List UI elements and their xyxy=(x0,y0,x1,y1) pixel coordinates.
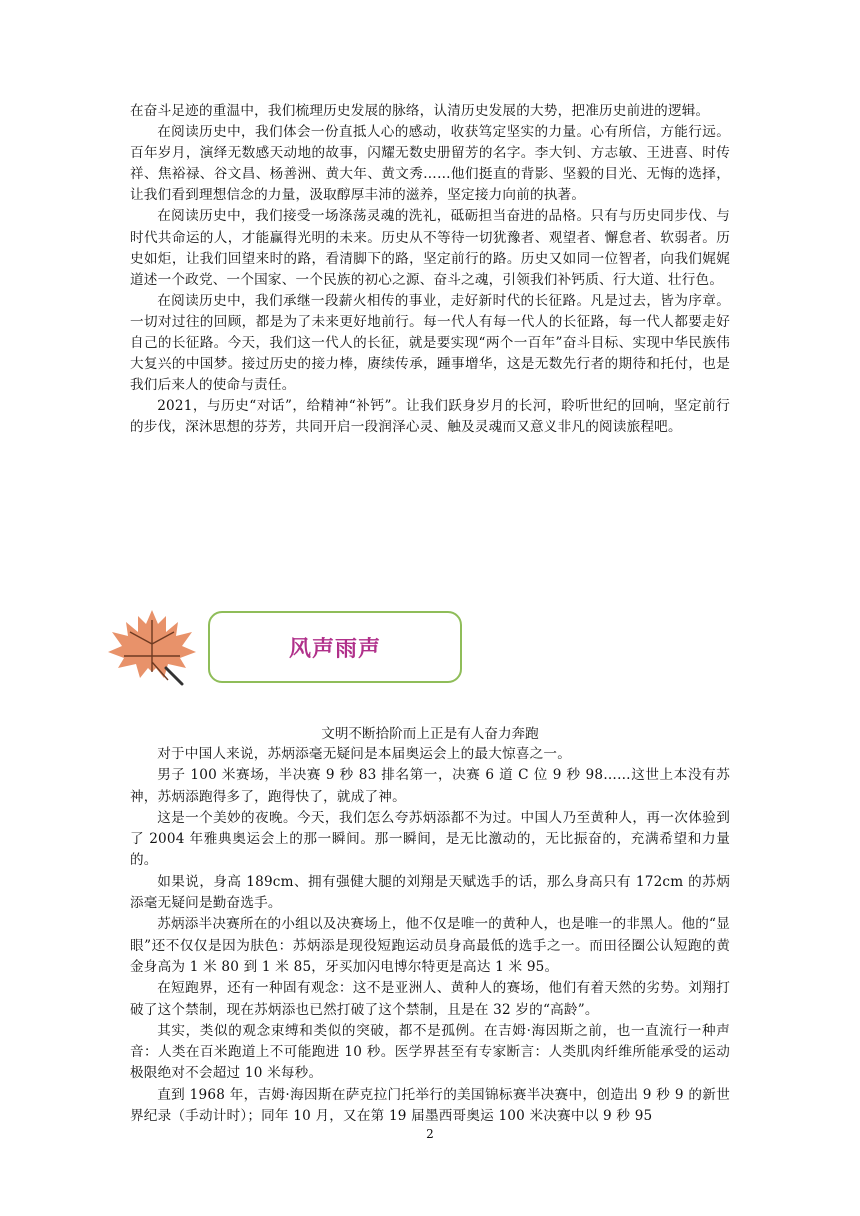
section-banner xyxy=(106,606,466,686)
paragraph: 男子 100 米赛场，半决赛 9 秒 83 排名第一，决赛 6 道 C 位 9 秒 98……这世上本没有苏神，苏炳添跑得多了，跑得快了，就成了神。 xyxy=(130,767,730,805)
paragraph: 在短跑界，还有一种固有观念：这不是亚洲人、黄种人的赛场，他们有着天然的劣势。刘翔打破了这个禁制，现在苏炳添也已然打破了这个禁制，且是在 32 岁的“高龄”。 xyxy=(130,980,730,1018)
paragraph: 其实，类似的观念束缚和类似的突破，都不是孤例。在吉姆·海因斯之前，也一直流行一种声音：人类在百米跑道上不可能跑进 10 秒。医学界甚至有专家断言：人类肌肉纤维所能承受的运动极限绝对不会超过 10 米每秒。 xyxy=(130,1022,730,1082)
paragraph: 如果说，身高 189cm、拥有强健大腿的刘翔是天赋选手的话，那么身高只有 172cm 的苏炳添毫无疑问是勤奋选手。 xyxy=(130,873,730,912)
section-title-box xyxy=(208,611,462,683)
page-number: 2 xyxy=(426,1127,434,1141)
paragraph: 在阅读历史中，我们体会一份直抵人心的感动，收获笃定坚实的力量。心有所信，方能行远。百年岁月，演绎无数感天动地的故事，闪耀无数史册留芳的名字。李大钊、方志敏、王进喜、时传祥、焦裕禄、谷文昌、杨善洲、黄大年、黄文秀……他们挺直的背影、坚毅的目光、无悔的选择，让我们看到理想信念的力量，汲取醇厚丰沛的滋养，坚定接力向前的执著。 xyxy=(130,124,730,204)
paragraph: 直到 1968 年，吉姆·海因斯在萨克拉门托举行的美国锦标赛半决赛中，创造出 9 秒 9 的新世界纪录（手动计时）；同年 10 月，又在第 19 届墨西哥奥运 100 米决赛中以 9 秒 95 xyxy=(130,1086,730,1125)
paragraph: 2021，与历史“对话”，给精神“补钙”。让我们跃身岁月的长河，聆听世纪的回响，坚定前行的步伐，深沐思想的芬芳，共同开启一段润泽心灵、触及灵魂而又意义非凡的阅读旅程吧。 xyxy=(130,398,730,436)
paragraph: 苏炳添半决赛所在的小组以及决赛场上，他不仅是唯一的黄种人，也是唯一的非黑人。他的“显眼”还不仅仅是因为肤色：苏炳添是现役短跑运动员身高最低的选手之一。而田径圈公认短跑的黄金身高为 1 米 80 到 1 米 85，牙买加闪电博尔特更是高达 1 米 95。 xyxy=(130,916,730,975)
paragraph: 在阅读历史中，我们承继一段薪火相传的事业，走好新时代的长征路。凡是过去，皆为序章。一切对过往的回顾，都是为了未来更好地前行。每一代人有每一代人的长征路，每一代人都要走好自己的长征路。今天，我们这一代人的长征，就是要实现“两个一百年”奋斗目标、实现中华民族伟大复兴的中国梦。接过历史的接力棒，赓续传承，踵事增华，这是无数先行者的期待和托付，也是我们后来人的使命与责任。 xyxy=(130,292,730,394)
paragraph: 对于中国人来说，苏炳添毫无疑问是本届奥运会上的最大惊喜之一。 xyxy=(157,746,571,762)
article-body xyxy=(130,744,730,1127)
maple-leaf-icon xyxy=(106,606,198,686)
intro-text-block xyxy=(130,101,730,439)
article-title: 文明不断拾阶而上正是有人奋力奔跑 xyxy=(321,726,539,742)
paragraph: 在阅读历史中，我们接受一场涤荡灵魂的洗礼，砥砺担当奋进的品格。只有与历史同步伐、与时代共命运的人，才能赢得光明的未来。历史从不等待一切犹豫者、观望者、懈怠者、软弱者。历史如炬，让我们回望来时的路，看清脚下的路，坚定前行的路。历史又如同一位智者，向我们娓娓道述一个政党、一个国家、一个民族的初心之源、奋斗之魂，引领我们补钙质、行大道、壮行色。 xyxy=(130,208,730,288)
paragraph: 这是一个美妙的夜晚。今天，我们怎么夸苏炳添都不为过。中国人乃至黄种人，再一次体验到了 2004 年雅典奥运会上的那一瞬间。那一瞬间，是无比激动的，无比振奋的，充满希望和力量的。 xyxy=(130,809,730,869)
paragraph: 在奋斗足迹的重温中，我们梳理历史发展的脉络，认清历史发展的大势，把准历史前进的逻辑。 xyxy=(130,103,710,119)
section-title: 风声雨声 xyxy=(288,636,381,662)
